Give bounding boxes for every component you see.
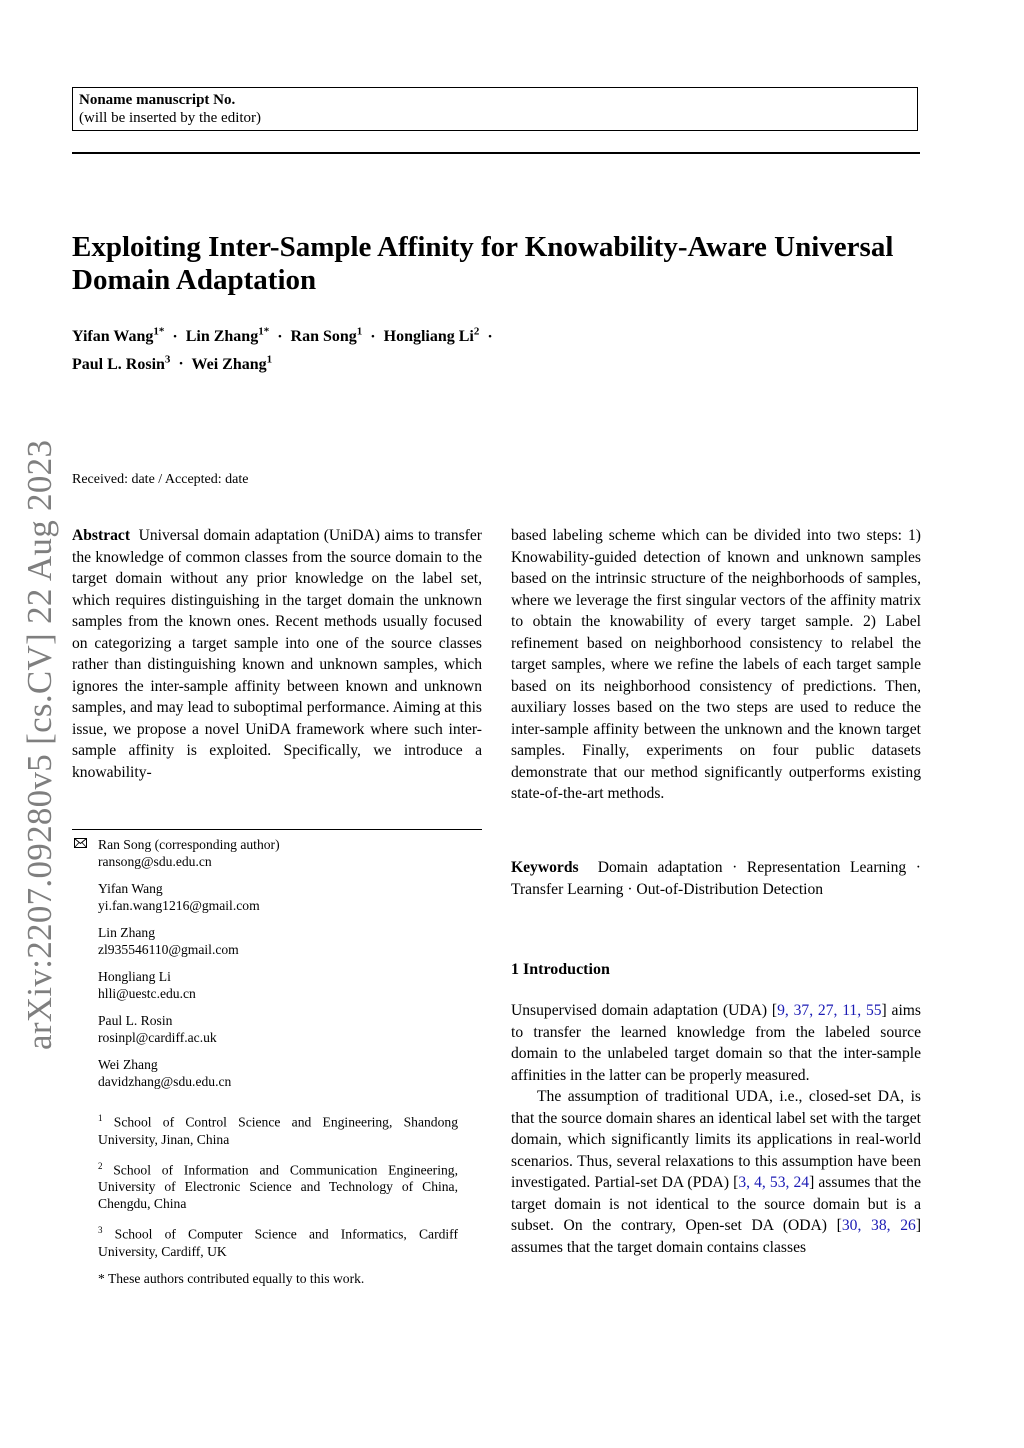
contact-name: Yifan Wang [98,881,163,896]
abstract-continued [511,525,921,805]
footnote-rule [72,829,482,830]
contact-email[interactable]: zl935546110@gmail.com [98,942,239,957]
received-date: Received: date / Accepted: date [72,472,249,487]
author-separator: · [487,328,493,346]
contact-name: Ran Song (corresponding author) [98,837,280,852]
citation-link[interactable]: 30, 38, 26 [841,1217,916,1234]
abstract [72,525,482,783]
contact-entry [72,880,482,914]
affiliations [72,1110,458,1297]
contact-name: Wei Zhang [98,1057,158,1072]
manuscript-box [72,87,918,131]
author: Wei Zhang$^1$ [191,353,273,373]
author: Yifan Wang$^{1*}$ [72,326,165,346]
contact-name: Hongliang Li [98,969,171,984]
author-contacts [72,836,482,1100]
citation-link[interactable]: 9, 37, 27, 11, 55 [777,1002,882,1019]
envelope-icon [74,838,87,848]
author-separator: · [172,328,178,346]
intro-paragraph-2: The assumption of traditional UDA, i.e., closed-set DA, is that the source domain shares an identical label set with the target domain, which significantly limits its applications in real-world scenarios. Thus, several relaxations to this assumption have been investigated. Partial-set DA (PDA) [3, 4, 53, 24] assumes that the target domain is not identical to the source domain but is a subset. On the contrary, Open-set DA (ODA) [30, 38, 26] assumes that the target domain contains classes [511,1088,922,1256]
affiliation-entry: $^1$ School of Control Science and Engineering, Shandong University, Jinan, China [98,1113,458,1147]
keywords [511,857,921,900]
contact-email[interactable]: davidzhang@sdu.edu.cn [98,1074,232,1089]
author-separator: · [277,328,283,346]
intro-paragraph-1: Unsupervised domain adaptation (UDA) [9, 37, 27, 11, 55] aims to transfer the learned knowledge from the labeled source domain to the unlabeled target domain so that the inter-sample affinities in the latter can be properly measured. [511,1002,922,1084]
contact-email[interactable]: rosinpl@cardiff.ac.uk [98,1030,217,1045]
contact-name: Lin Zhang [98,925,156,940]
introduction-body [511,1000,921,1258]
manuscript-label: Noname manuscript No. [79,92,236,108]
author: Hongliang Li$^2$ [383,326,480,346]
keywords-label: Keywords [511,859,579,876]
citation-link[interactable]: 3, 4, 53, 24 [738,1174,810,1191]
affiliation-entry: $^3$ School of Computer Science and Informatics, Cardiff University, Cardiff, UK [98,1225,458,1259]
manuscript-note: (will be inserted by the editor) [79,110,262,126]
contact-email[interactable]: ransong@sdu.edu.cn [98,854,212,869]
contact-name: Paul L. Rosin [98,1013,173,1028]
abstract-label: Abstract [72,527,131,544]
author: Ran Song$^1$ [290,326,363,346]
author: Lin Zhang$^{1*}$ [185,326,270,346]
contact-email[interactable]: yi.fan.wang1216@gmail.com [98,898,260,913]
contact-email[interactable]: hlli@uestc.edu.cn [98,986,196,1001]
abstract-text: Universal domain adaptation (UniDA) aims to transfer the knowledge of common classes from the source domain to the target domain without any prior knowledge on the label set, which requires distinguishing in the target domain the unknown samples from the known ones. Recent methods usually focused on categorizing a target sample into one of the source classes rather than distinguishing known and unknown samples, which ignores the inter-sample affinity between known and unknown samples, and may lead to suboptimal performance. Aiming at this issue, we propose a novel UniDA framework where such inter-sample affinity is exploited. Specifically, we introduce a knowability- [72,527,482,781]
header-rule [72,152,920,154]
contact-entry [72,836,482,870]
contact-entry [72,924,482,958]
author-separator: · [370,328,376,346]
equal-contribution-note: * These authors contributed equally to this work. [98,1270,365,1286]
keywords-text: Domain adaptation · Representation Learning · Transfer Learning · Out-of-Distribution Detection [511,859,921,898]
author-list [72,321,922,376]
contact-entry [72,968,482,1002]
affiliation-entry: $^2$ School of Information and Communication Engineering, University of Electronic Science and Technology of China, Chengdu, China [98,1160,458,1212]
arxiv-stamp: arXiv:2207.09280v5 [cs.CV] 22 Aug 2023 [20,439,59,1050]
paper-title: Exploiting Inter-Sample Affinity for Knowability-Aware Universal Domain Adaptation [72,231,894,296]
section-heading-introduction: 1 Introduction [511,961,610,978]
author: Paul L. Rosin$^3$ [72,353,171,373]
contact-entry [72,1056,482,1090]
contact-entry [72,1012,482,1046]
abstract-continued-text: based labeling scheme which can be divided into two steps: 1) Knowability-guided detection of known and unknown samples based on the intrinsic structure of the neighborhoods of samples, where we leverage the first singular vectors of the affinity matrix to obtain the knowability of every target sample. 2) Label refinement based on neighborhood consistency to relabel the target samples, where we refine the labels of each target sample based on its neighborhood consistency of predictions. Then, auxiliary losses based on the two steps are used to reduce the inter-sample affinity between the unknown and the known target samples. Finally, experiments on four public datasets demonstrate that our method significantly outperforms existing state-of-the-art methods. [511,527,921,802]
author-separator: · [178,355,184,373]
